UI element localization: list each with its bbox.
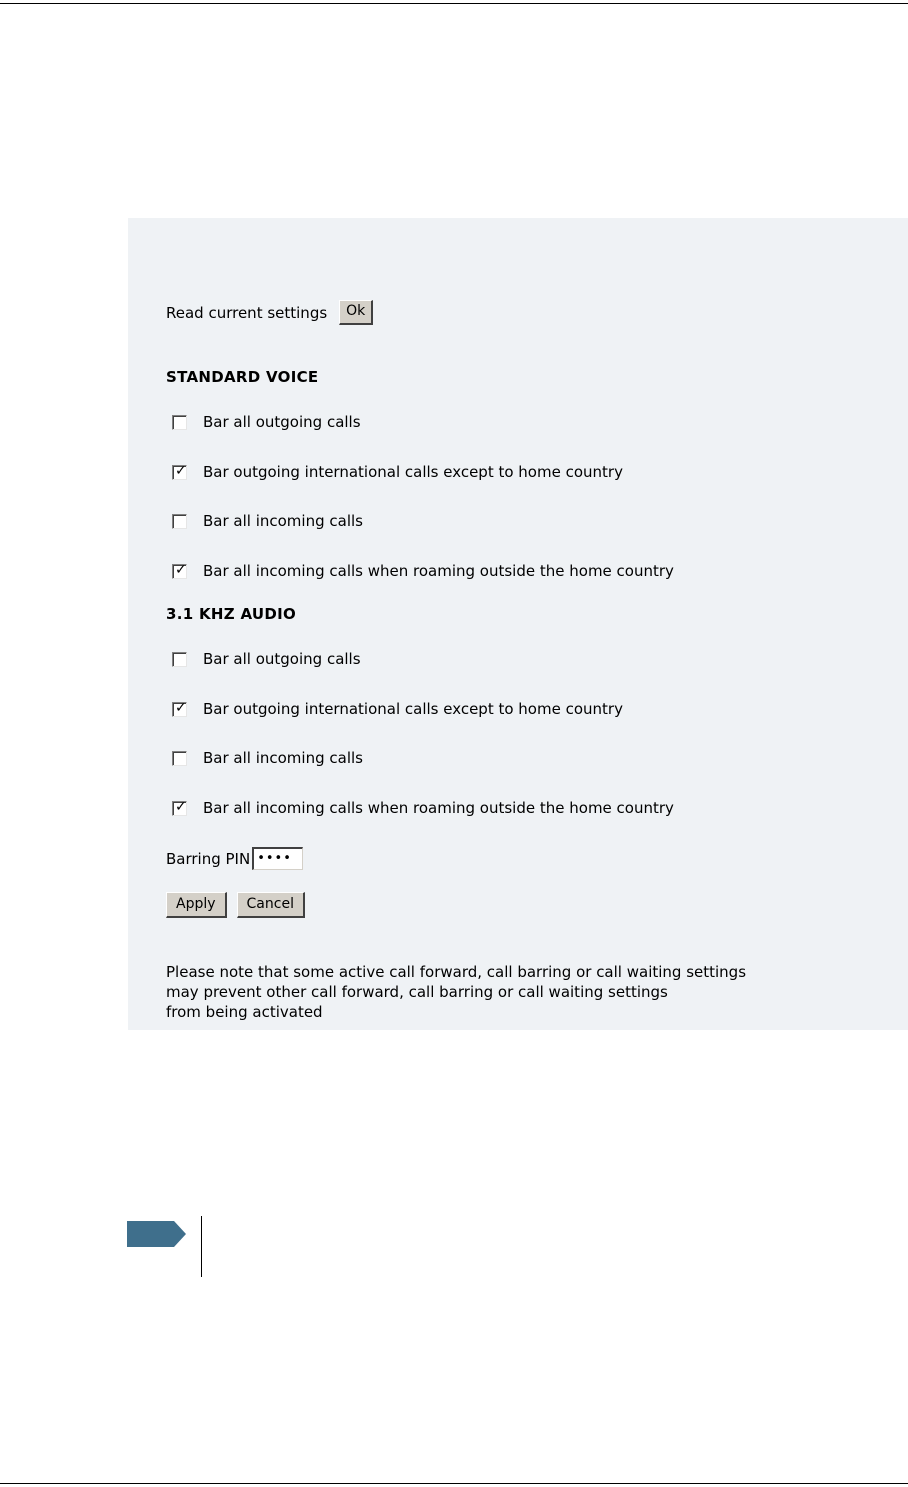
barring-pin-label: Barring PIN [166, 849, 251, 868]
sv-bar-all-incoming-label: Bar all incoming calls [203, 512, 363, 530]
sv-bar-all-incoming-checkbox[interactable] [172, 514, 187, 529]
settings-note [166, 962, 746, 1022]
settings-note-line: from being activated [166, 1003, 323, 1021]
checkmark-icon: ✓ [175, 699, 187, 716]
audio-bar-incoming-roaming-row[interactable] [172, 799, 674, 817]
ok-button[interactable]: Ok [339, 300, 373, 325]
settings-note-line: Please note that some active call forward, call barring or call waiting settings [166, 963, 747, 981]
sv-bar-all-incoming-row[interactable] [172, 512, 363, 530]
audio-bar-outgoing-international-label: Bar outgoing international calls except to home country [203, 700, 623, 718]
audio-bar-outgoing-international-row[interactable] [172, 700, 623, 718]
settings-note-line: may prevent other call forward, call barring or call waiting settings [166, 983, 668, 1001]
sv-bar-incoming-roaming-row[interactable] [172, 562, 674, 580]
read-settings-label: Read current settings [166, 303, 328, 322]
audio-bar-outgoing-international-checkbox[interactable] [172, 699, 187, 717]
apply-button[interactable]: Apply [166, 892, 227, 918]
note-arrow-icon [127, 1221, 187, 1251]
audio-bar-all-incoming-checkbox[interactable] [172, 751, 187, 766]
audio-bar-incoming-roaming-label: Bar all incoming calls when roaming outside the home country [203, 799, 674, 817]
sv-bar-all-outgoing-row[interactable] [172, 413, 361, 431]
call-barring-panel [128, 218, 908, 1030]
checkmark-icon: ✓ [175, 798, 187, 815]
audio-bar-all-incoming-row[interactable] [172, 749, 363, 767]
read-settings-row [166, 300, 373, 325]
sv-bar-all-outgoing-label: Bar all outgoing calls [203, 413, 361, 431]
sv-bar-outgoing-international-row[interactable] [172, 463, 623, 481]
audio-bar-all-incoming-label: Bar all incoming calls [203, 749, 363, 767]
sv-bar-incoming-roaming-label: Bar all incoming calls when roaming outside the home country [203, 562, 674, 580]
barring-pin-row [166, 847, 303, 870]
audio-bar-all-outgoing-label: Bar all outgoing calls [203, 650, 361, 668]
sv-bar-outgoing-international-label: Bar outgoing international calls except to home country [203, 463, 623, 481]
checkmark-icon: ✓ [175, 462, 187, 479]
standard-voice-heading: STANDARD VOICE [166, 368, 319, 386]
sv-bar-outgoing-international-checkbox[interactable] [172, 462, 187, 480]
form-actions [166, 892, 305, 918]
barring-pin-input[interactable]: •••• [252, 847, 303, 870]
audio-bar-all-outgoing-row[interactable] [172, 650, 361, 668]
audio-bar-all-outgoing-checkbox[interactable] [172, 652, 187, 667]
cancel-button[interactable]: Cancel [237, 892, 305, 918]
note-divider [201, 1216, 202, 1277]
checkmark-icon: ✓ [175, 561, 187, 578]
page-top-rule [0, 3, 908, 4]
page-bottom-rule [0, 1483, 908, 1484]
sv-bar-all-outgoing-checkbox[interactable] [172, 415, 187, 430]
audio-31khz-heading: 3.1 KHZ AUDIO [166, 605, 297, 623]
audio-bar-incoming-roaming-checkbox[interactable] [172, 798, 187, 816]
sv-bar-incoming-roaming-checkbox[interactable] [172, 561, 187, 579]
